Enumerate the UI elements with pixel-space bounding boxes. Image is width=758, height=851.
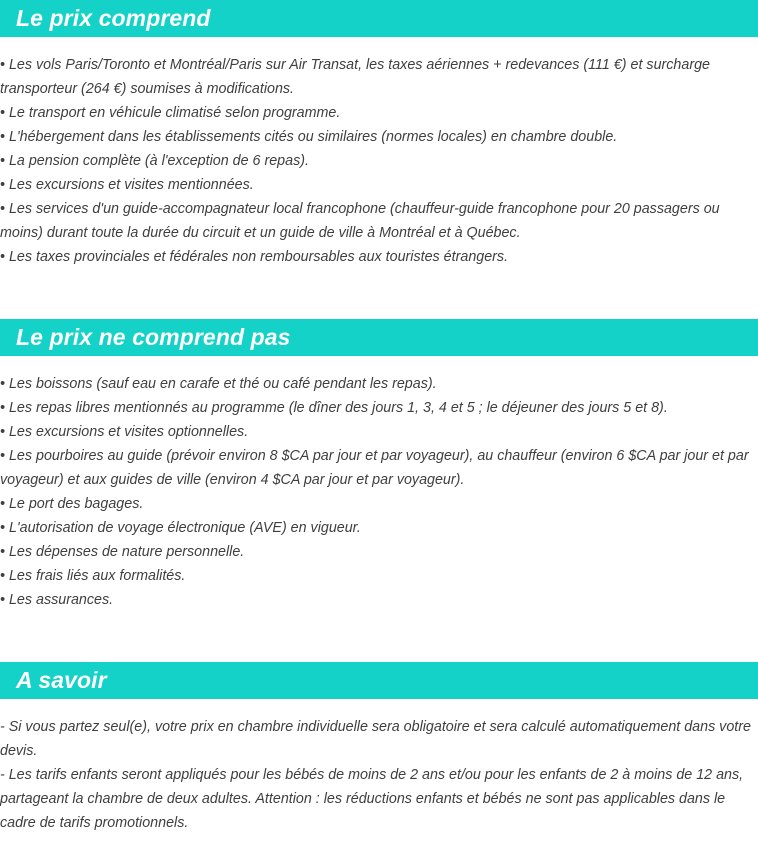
section-title-price-includes: Le prix comprend [0, 0, 758, 37]
good-to-know-list [0, 699, 758, 835]
list-item: - Si vous partez seul(e), votre prix en chambre individuelle sera obligatoire et sera calculé automatiquement dans votre devis. [0, 719, 751, 759]
list-item: • Les taxes provinciales et fédérales non remboursables aux touristes étrangers. [0, 249, 509, 265]
list-item: • Les assurances. [0, 592, 114, 608]
list-item: • Les dépenses de nature personnelle. [0, 544, 245, 560]
list-item: • Le transport en véhicule climatisé selon programme. [0, 105, 341, 121]
list-item: • Les vols Paris/Toronto et Montréal/Paris sur Air Transat, les taxes aériennes + redevances (111 €) et surcharge transporteur (264 €) soumises à modifications. [0, 57, 710, 97]
list-item: • L'hébergement dans les établissements cités ou similaires (normes locales) en chambre double. [0, 129, 618, 145]
list-item: • Les repas libres mentionnés au programme (le dîner des jours 1, 3, 4 et 5 ; le déjeuner des jours 5 et 8). [0, 400, 668, 416]
section-price-excludes [0, 319, 758, 612]
list-item: • Les excursions et visites mentionnées. [0, 177, 254, 193]
list-item: • Les excursions et visites optionnelles. [0, 424, 249, 440]
section-title-good-to-know: A savoir [0, 662, 758, 699]
list-item: • Les pourboires au guide (prévoir environ 8 $CA par jour et par voyageur), au chauffeur (environ 6 $CA par jour et par voyageur) et aux guides de ville (environ 4 $CA par jour et par voyageur). [0, 448, 749, 488]
list-item: • L'autorisation de voyage électronique (AVE) en vigueur. [0, 520, 361, 536]
list-item: - Les tarifs enfants seront appliqués pour les bébés de moins de 2 ans et/ou pour les enfants de 2 à moins de 12 ans, partageant la chambre de deux adultes. Attention : les réductions enfants et bébés ne sont pas applicables dans le cadre de tarifs promotionnels. [0, 767, 744, 831]
price-includes-list [0, 37, 758, 269]
price-excludes-list [0, 356, 758, 612]
list-item: • Les boissons (sauf eau en carafe et thé ou café pendant les repas). [0, 376, 437, 392]
section-price-includes [0, 0, 758, 269]
section-title-price-excludes: Le prix ne comprend pas [0, 319, 758, 356]
list-item: • La pension complète (à l'exception de 6 repas). [0, 153, 309, 169]
list-item: • Les frais liés aux formalités. [0, 568, 186, 584]
list-item: • Le port des bagages. [0, 496, 144, 512]
section-good-to-know [0, 662, 758, 835]
list-item: • Les services d'un guide-accompagnateur local francophone (chauffeur-guide francophone pour 20 passagers ou moins) durant toute la durée du circuit et un guide de ville à Montréal et à Québec. [0, 201, 720, 241]
